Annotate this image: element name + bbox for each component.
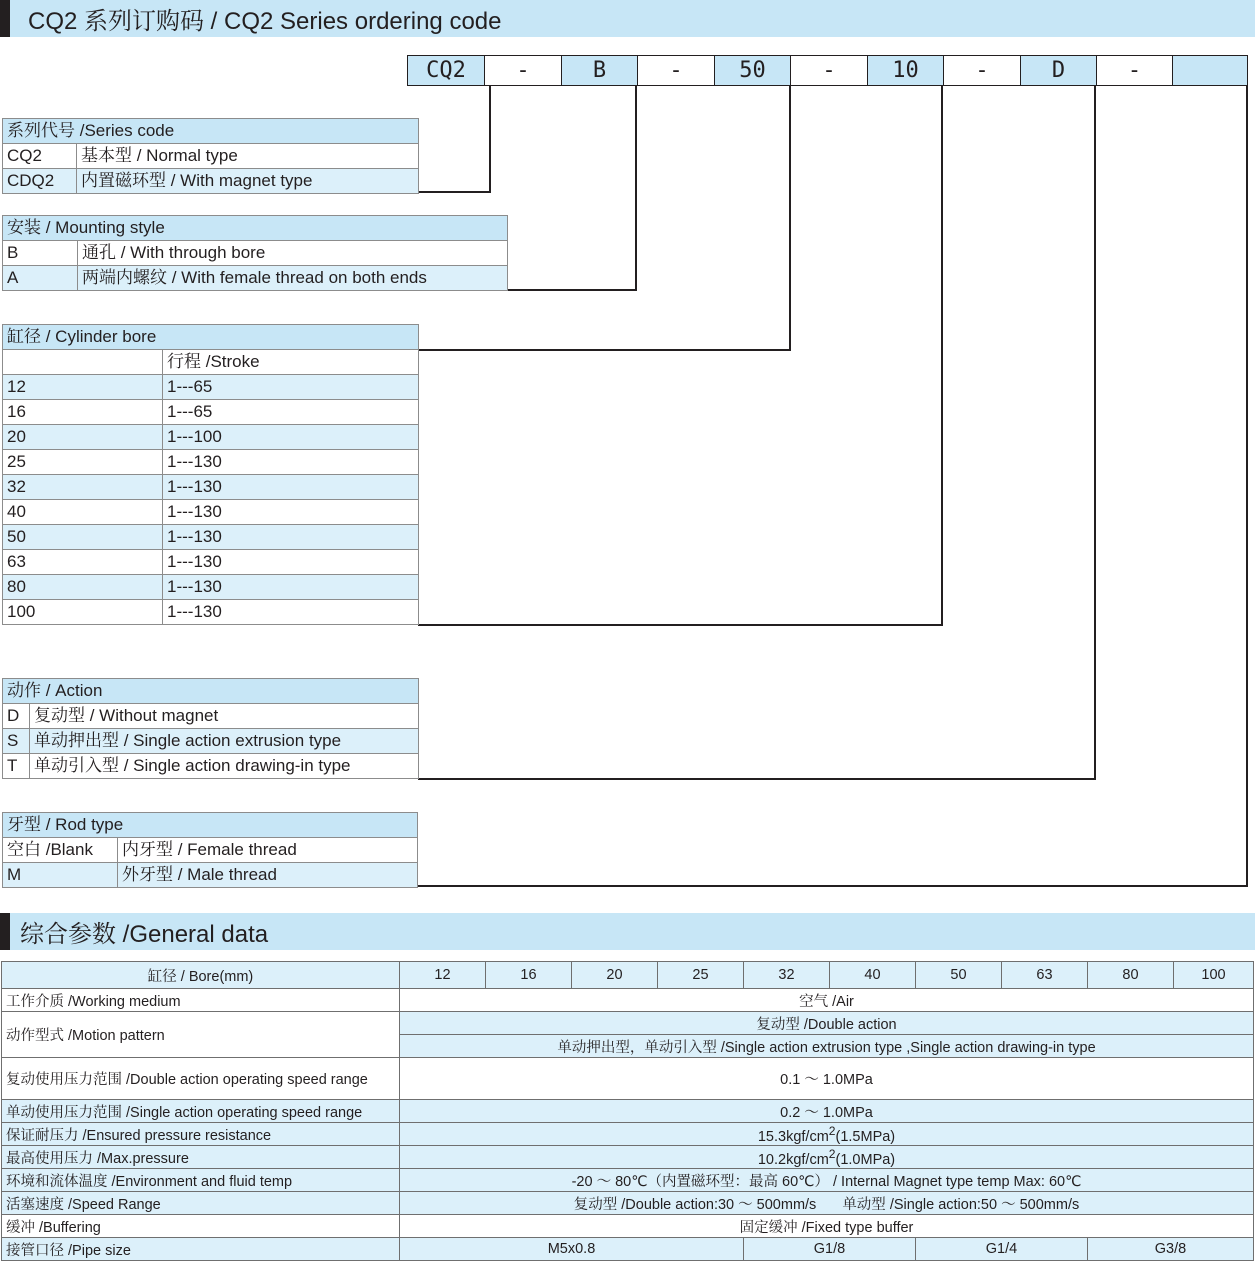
double-pressure-label: 复动使用压力范围 /Double action operating speed range <box>2 1058 400 1100</box>
pipe-size-value: G1/8 <box>744 1238 916 1261</box>
stroke-cell: 1---130 <box>163 575 419 600</box>
rod-desc-cell: 内牙型 / Female thread <box>118 838 418 863</box>
mounting-desc-cell: 通孔 / With through bore <box>78 241 508 266</box>
temperature-label: 环境和流体温度 /Environment and fluid temp <box>2 1169 400 1192</box>
action-table <box>2 678 419 779</box>
connector-series-v <box>489 86 491 193</box>
bore-value: 63 <box>1002 962 1088 989</box>
pipe-size-value: G3/8 <box>1088 1238 1254 1261</box>
temperature-value: -20 ～ 80℃（内置磁环型：最高 60℃） / Internal Magnet type temp Max: 60℃ <box>400 1169 1254 1192</box>
general-data-banner <box>0 913 1255 950</box>
stroke-cell: 1---130 <box>163 550 419 575</box>
general-data-table <box>1 961 1254 1261</box>
action-header: 动作 / Action <box>3 679 419 704</box>
bore-value: 20 <box>572 962 658 989</box>
series-code-cell: CDQ2 <box>3 169 77 194</box>
ensured-pressure-value-mpa: (1.5MPa) <box>835 1128 896 1145</box>
stroke-cell: 1---130 <box>163 450 419 475</box>
bore-cell: 63 <box>3 550 163 575</box>
code-stroke: 10 <box>867 55 944 86</box>
motion-label: 动作型式 /Motion pattern <box>2 1012 400 1058</box>
connector-series-h <box>418 191 491 193</box>
mounting-code-cell: A <box>3 266 78 291</box>
action-desc-cell: 复动型 / Without magnet <box>30 704 419 729</box>
bore-cell: 50 <box>3 525 163 550</box>
rod-code-cell: 空白 /Blank <box>3 838 118 863</box>
bore-value: 32 <box>744 962 830 989</box>
code-dash: - <box>790 55 868 86</box>
single-pressure-label: 单动使用压力范围 /Single action operating speed range <box>2 1100 400 1123</box>
bore-cell: 80 <box>3 575 163 600</box>
connector-rod-v <box>1246 86 1248 887</box>
code-bore: 50 <box>714 55 791 86</box>
bore-cell: 25 <box>3 450 163 475</box>
speed-value <box>400 1192 1254 1215</box>
code-dash: - <box>637 55 715 86</box>
connector-mounting-v <box>635 86 637 291</box>
speed-label: 活塞速度 /Speed Range <box>2 1192 400 1215</box>
bore-value: 100 <box>1174 962 1254 989</box>
max-pressure-value-main: 10.2kgf/cm <box>757 1151 829 1168</box>
medium-label: 工作介质 /Working medium <box>2 989 400 1012</box>
stroke-cell: 1---65 <box>163 400 419 425</box>
pipe-size-value: M5x0.8 <box>400 1238 744 1261</box>
pipe-size-label: 接管口径 /Pipe size <box>2 1238 400 1261</box>
ordering-code-title: CQ2 系列订购码 / CQ2 Series ordering code <box>28 8 502 35</box>
speed-value-double: 复动型 /Double action:30 ～ 500mm/s <box>573 1196 817 1213</box>
series-code-header: 系列代号 /Series code <box>3 119 419 144</box>
single-pressure-value: 0.2 ～ 1.0MPa <box>400 1100 1254 1123</box>
bore-cell: 100 <box>3 600 163 625</box>
ensured-pressure-value <box>400 1123 1254 1146</box>
max-pressure-value <box>400 1146 1254 1169</box>
series-code-table <box>2 118 419 194</box>
connector-action-h <box>418 778 1096 780</box>
buffering-value: 固定缓冲 /Fixed type buffer <box>400 1215 1254 1238</box>
ensured-pressure-value-sup: 2 <box>828 1123 836 1138</box>
action-desc-cell: 单动引入型 / Single action drawing-in type <box>30 754 419 779</box>
connector-bore-v <box>789 86 791 351</box>
stroke-cell: 1---100 <box>163 425 419 450</box>
rod-type-table <box>2 812 418 888</box>
ensured-pressure-value-main: 15.3kgf/cm <box>757 1128 829 1145</box>
bore-value: 16 <box>486 962 572 989</box>
rod-type-header: 牙型 / Rod type <box>3 813 418 838</box>
code-dash: - <box>484 55 562 86</box>
buffering-label: 缓冲 /Buffering <box>2 1215 400 1238</box>
bore-cell: 32 <box>3 475 163 500</box>
stroke-cell: 1---130 <box>163 525 419 550</box>
code-dash: - <box>943 55 1021 86</box>
connector-action-v <box>1094 86 1096 780</box>
code-mounting: B <box>561 55 638 86</box>
rod-desc-cell: 外牙型 / Male thread <box>118 863 418 888</box>
speed-value-single: 单动型 /Single action:50 ～ 500mm/s <box>842 1196 1080 1213</box>
bore-cell: 16 <box>3 400 163 425</box>
connector-rod-h <box>417 885 1248 887</box>
stroke-cell: 1---130 <box>163 600 419 625</box>
bore-cell: 12 <box>3 375 163 400</box>
mounting-style-header: 安装 / Mounting style <box>3 216 508 241</box>
mounting-desc-cell: 两端内螺纹 / With female thread on both ends <box>78 266 508 291</box>
bore-value: 80 <box>1088 962 1174 989</box>
connector-stroke-v <box>941 86 943 626</box>
rod-code-cell: M <box>3 863 118 888</box>
connector-stroke-h <box>418 624 943 626</box>
general-data-title: 综合参数 /General data <box>20 921 269 948</box>
cylinder-bore-header: 缸径 / Cylinder bore <box>3 325 419 350</box>
connector-bore-h <box>418 349 791 351</box>
action-code-cell: S <box>3 729 30 754</box>
bore-value: 12 <box>400 962 486 989</box>
double-pressure-value: 0.1 ～ 1.0MPa <box>400 1058 1254 1100</box>
stroke-header: 行程 /Stroke <box>163 350 419 375</box>
max-pressure-value-mpa: (1.0MPa) <box>835 1151 896 1168</box>
max-pressure-value-sup: 2 <box>828 1146 836 1161</box>
action-desc-cell: 单动押出型 / Single action extrusion type <box>30 729 419 754</box>
action-code-cell: D <box>3 704 30 729</box>
bore-value: 25 <box>658 962 744 989</box>
code-dash: - <box>1096 55 1173 86</box>
bore-cell: 40 <box>3 500 163 525</box>
bore-label: 缸径 / Bore(mm) <box>2 962 400 989</box>
pipe-size-value: G1/4 <box>916 1238 1088 1261</box>
bore-cell: 20 <box>3 425 163 450</box>
cylinder-bore-table <box>2 324 419 625</box>
motion-value-double: 复动型 /Double action <box>400 1012 1254 1035</box>
mounting-code-cell: B <box>3 241 78 266</box>
mounting-style-table <box>2 215 508 291</box>
connector-mounting-h <box>507 289 637 291</box>
medium-value: 空气 /Air <box>400 989 1254 1012</box>
ensured-pressure-label: 保证耐压力 /Ensured pressure resistance <box>2 1123 400 1146</box>
series-code-cell: CQ2 <box>3 144 77 169</box>
series-desc-cell: 基本型 / Normal type <box>77 144 419 169</box>
code-series: CQ2 <box>407 55 485 86</box>
action-code-cell: T <box>3 754 30 779</box>
series-desc-cell: 内置磁环型 / With magnet type <box>77 169 419 194</box>
stroke-cell: 1---130 <box>163 475 419 500</box>
ordering-code-banner <box>0 0 1255 37</box>
stroke-cell: 1---130 <box>163 500 419 525</box>
stroke-cell: 1---65 <box>163 375 419 400</box>
banner-marker <box>0 913 10 950</box>
max-pressure-label: 最高使用压力 /Max.pressure <box>2 1146 400 1169</box>
motion-value-single: 单动押出型，单动引入型 /Single action extrusion type ,Single action drawing-in type <box>400 1035 1254 1058</box>
bore-value: 40 <box>830 962 916 989</box>
code-rod <box>1172 55 1248 86</box>
code-action: D <box>1020 55 1097 86</box>
banner-marker <box>0 0 10 37</box>
bore-value: 50 <box>916 962 1002 989</box>
